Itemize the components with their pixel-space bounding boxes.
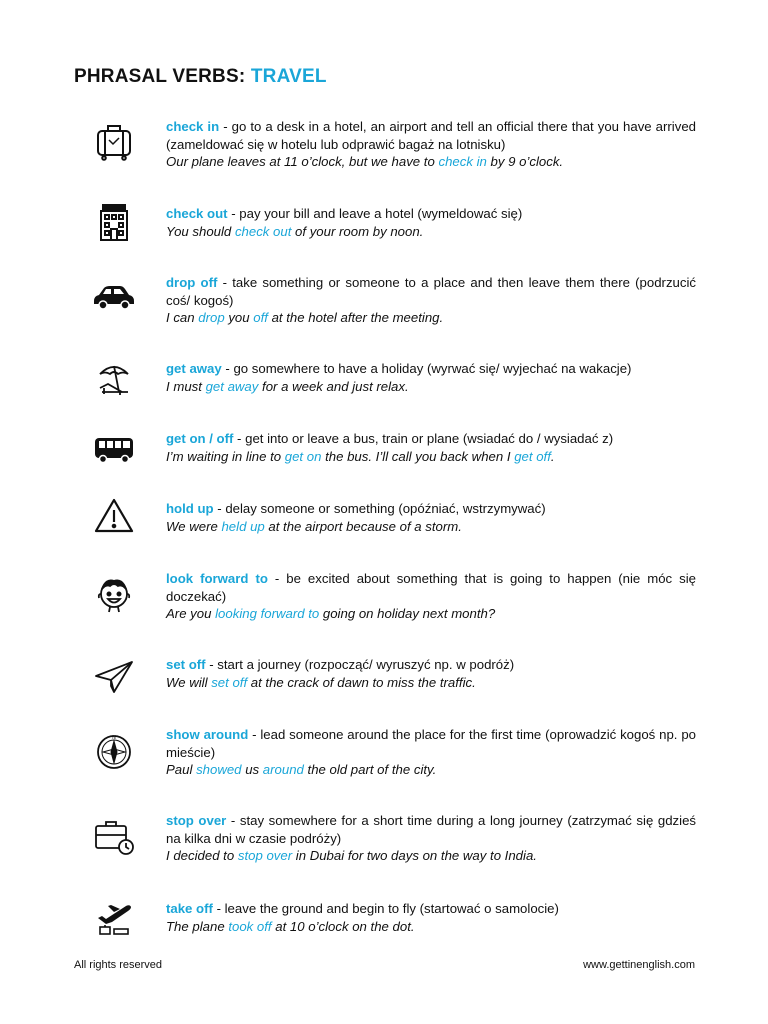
text-fragment: Our plane leaves at 11 o’clock, but we have to: [166, 154, 439, 169]
text-fragment: of your room by noon.: [291, 223, 424, 239]
highlighted-phrase: showed: [196, 762, 242, 777]
highlighted-phrase: set off: [211, 674, 248, 690]
example-sentence: [166, 223, 696, 241]
phrasal-verb: drop off: [166, 275, 218, 290]
text-fragment: - start a journey (rozpocząć/ wyruszyć np. w podróż): [205, 657, 515, 672]
phrasal-verb: set off: [166, 657, 206, 672]
text-fragment: for a week and just relax.: [258, 378, 409, 394]
airplane-takeoff-icon: [88, 894, 140, 938]
definition: [166, 205, 696, 223]
text-fragment: We will: [166, 674, 212, 690]
warning-icon: [88, 494, 140, 538]
text-fragment: at the airport because of a storm.: [264, 518, 462, 534]
entry-text: [166, 726, 696, 779]
footer-rights: All rights reserved: [74, 959, 163, 971]
highlighted-phrase: looking forward to: [215, 606, 320, 621]
definition: [166, 360, 696, 378]
text-fragment: - leave the ground and begin to fly (startować o samolocie): [212, 901, 559, 916]
car-icon: [88, 274, 140, 318]
definition: [166, 900, 696, 918]
title-accent: TRAVEL: [250, 66, 327, 87]
definition: [166, 274, 696, 309]
text-fragment: the old part of the city.: [303, 762, 437, 777]
text-fragment: .: [550, 448, 555, 464]
text-fragment: - be excited about something that is going to happen (nie móc się doczekać): [166, 571, 697, 604]
example-sentence: [166, 309, 696, 327]
phrasal-verb: get on / off: [166, 431, 234, 446]
beach-umbrella-icon: [88, 358, 140, 402]
text-fragment: - pay your bill and leave a hotel (wymeldować się): [227, 206, 523, 221]
entry-text: [166, 274, 696, 327]
highlighted-phrase: check in: [438, 154, 487, 169]
text-fragment: - go to a desk in a hotel, an airport and tell an official there that you have arrived (zameldować się w hotelu lub odprawić bagaż na lotnisku): [166, 119, 696, 152]
text-fragment: I decided to: [166, 848, 238, 863]
text-fragment: by 9 o’clock.: [486, 154, 564, 169]
entry-text: [166, 430, 696, 465]
text-fragment: going on holiday next month?: [319, 606, 496, 621]
phrasal-verb: check in: [166, 119, 220, 134]
text-fragment: I must: [166, 378, 206, 394]
page-title: [74, 66, 327, 88]
highlighted-phrase: stop over: [237, 848, 293, 863]
entry-text: [166, 500, 696, 535]
phrasal-verb: get away: [166, 361, 222, 376]
phrasal-verb: check out: [166, 206, 228, 221]
phrasal-verb: show around: [166, 727, 249, 742]
highlighted-phrase: around: [262, 762, 304, 777]
text-fragment: Are you: [166, 606, 216, 621]
text-fragment: at 10 o’clock on the dot.: [271, 918, 415, 934]
highlighted-phrase: get off: [514, 448, 551, 464]
text-fragment: at the crack of dawn to miss the traffic.: [247, 674, 476, 690]
entry-text: [166, 656, 696, 691]
definition: [166, 656, 696, 674]
highlighted-phrase: get on: [284, 448, 322, 464]
text-fragment: - get into or leave a bus, train or plane (wsiadać do / wysiadać z): [233, 431, 614, 446]
entry-text: [166, 812, 696, 865]
text-fragment: - lead someone around the place for the first time (oprowadzić kogoś np. po mieście): [166, 727, 696, 760]
entry-text: [166, 205, 696, 240]
definition: [166, 118, 696, 153]
title-prefix: PHRASAL VERBS:: [74, 66, 246, 87]
entry-text: [166, 118, 696, 171]
example-sentence: [166, 153, 696, 171]
phrasal-verb: stop over: [166, 813, 227, 828]
compass-icon: [88, 730, 140, 774]
entry-text: [166, 900, 696, 935]
text-fragment: in Dubai for two days on the way to India.: [292, 848, 537, 863]
example-sentence: [166, 761, 696, 779]
svg-text:N: N: [112, 735, 116, 741]
example-sentence: [166, 918, 696, 936]
bus-icon: [88, 426, 140, 470]
definition: [166, 430, 696, 448]
footer-website[interactable]: www.gettinenglish.com: [583, 959, 695, 971]
highlighted-phrase: drop: [198, 310, 225, 325]
phrasal-verb: take off: [166, 901, 213, 916]
example-sentence: [166, 518, 696, 536]
definition: [166, 570, 696, 605]
entry-text: [166, 570, 696, 623]
example-sentence: [166, 378, 696, 396]
text-fragment: the bus. I’ll call you back when I: [321, 448, 515, 464]
text-fragment: - delay someone or something (opóźniać, wstrzymywać): [213, 501, 546, 516]
example-sentence: [166, 448, 696, 466]
text-fragment: you: [224, 310, 254, 325]
highlighted-phrase: took off: [228, 918, 272, 934]
entry-text: [166, 360, 696, 395]
highlighted-phrase: off: [253, 310, 268, 325]
example-sentence: [166, 847, 696, 865]
example-sentence: [166, 605, 696, 623]
phrasal-verb: hold up: [166, 501, 214, 516]
highlighted-phrase: held up: [221, 518, 265, 534]
briefcase-clock-icon: [88, 814, 140, 858]
definition: [166, 500, 696, 518]
hotel-icon: [88, 201, 140, 245]
paper-plane-icon: [88, 654, 140, 698]
text-fragment: I can: [166, 310, 199, 325]
text-fragment: - go somewhere to have a holiday (wyrwać się/ wyjechać na wakacje): [221, 361, 632, 376]
text-fragment: You should: [166, 223, 235, 239]
text-fragment: us: [241, 762, 263, 777]
text-fragment: at the hotel after the meeting.: [267, 310, 444, 325]
highlighted-phrase: get away: [205, 378, 259, 394]
text-fragment: Paul: [166, 762, 197, 777]
text-fragment: The plane: [166, 918, 229, 934]
suitcase-icon: [88, 120, 140, 164]
example-sentence: [166, 674, 696, 692]
text-fragment: - take something or someone to a place and then leave them there (podrzucić coś/ kogoś): [166, 275, 696, 308]
highlighted-phrase: check out: [234, 223, 292, 239]
text-fragment: - stay somewhere for a short time during a long journey (zatrzymać się gdzieś na kilka dni w czasie podróży): [166, 813, 697, 846]
text-fragment: We were: [166, 518, 222, 534]
smiling-face-icon: [88, 572, 140, 616]
definition: [166, 726, 696, 761]
definition: [166, 812, 696, 847]
phrasal-verb: look forward to: [166, 571, 268, 586]
text-fragment: I’m waiting in line to: [166, 448, 285, 464]
